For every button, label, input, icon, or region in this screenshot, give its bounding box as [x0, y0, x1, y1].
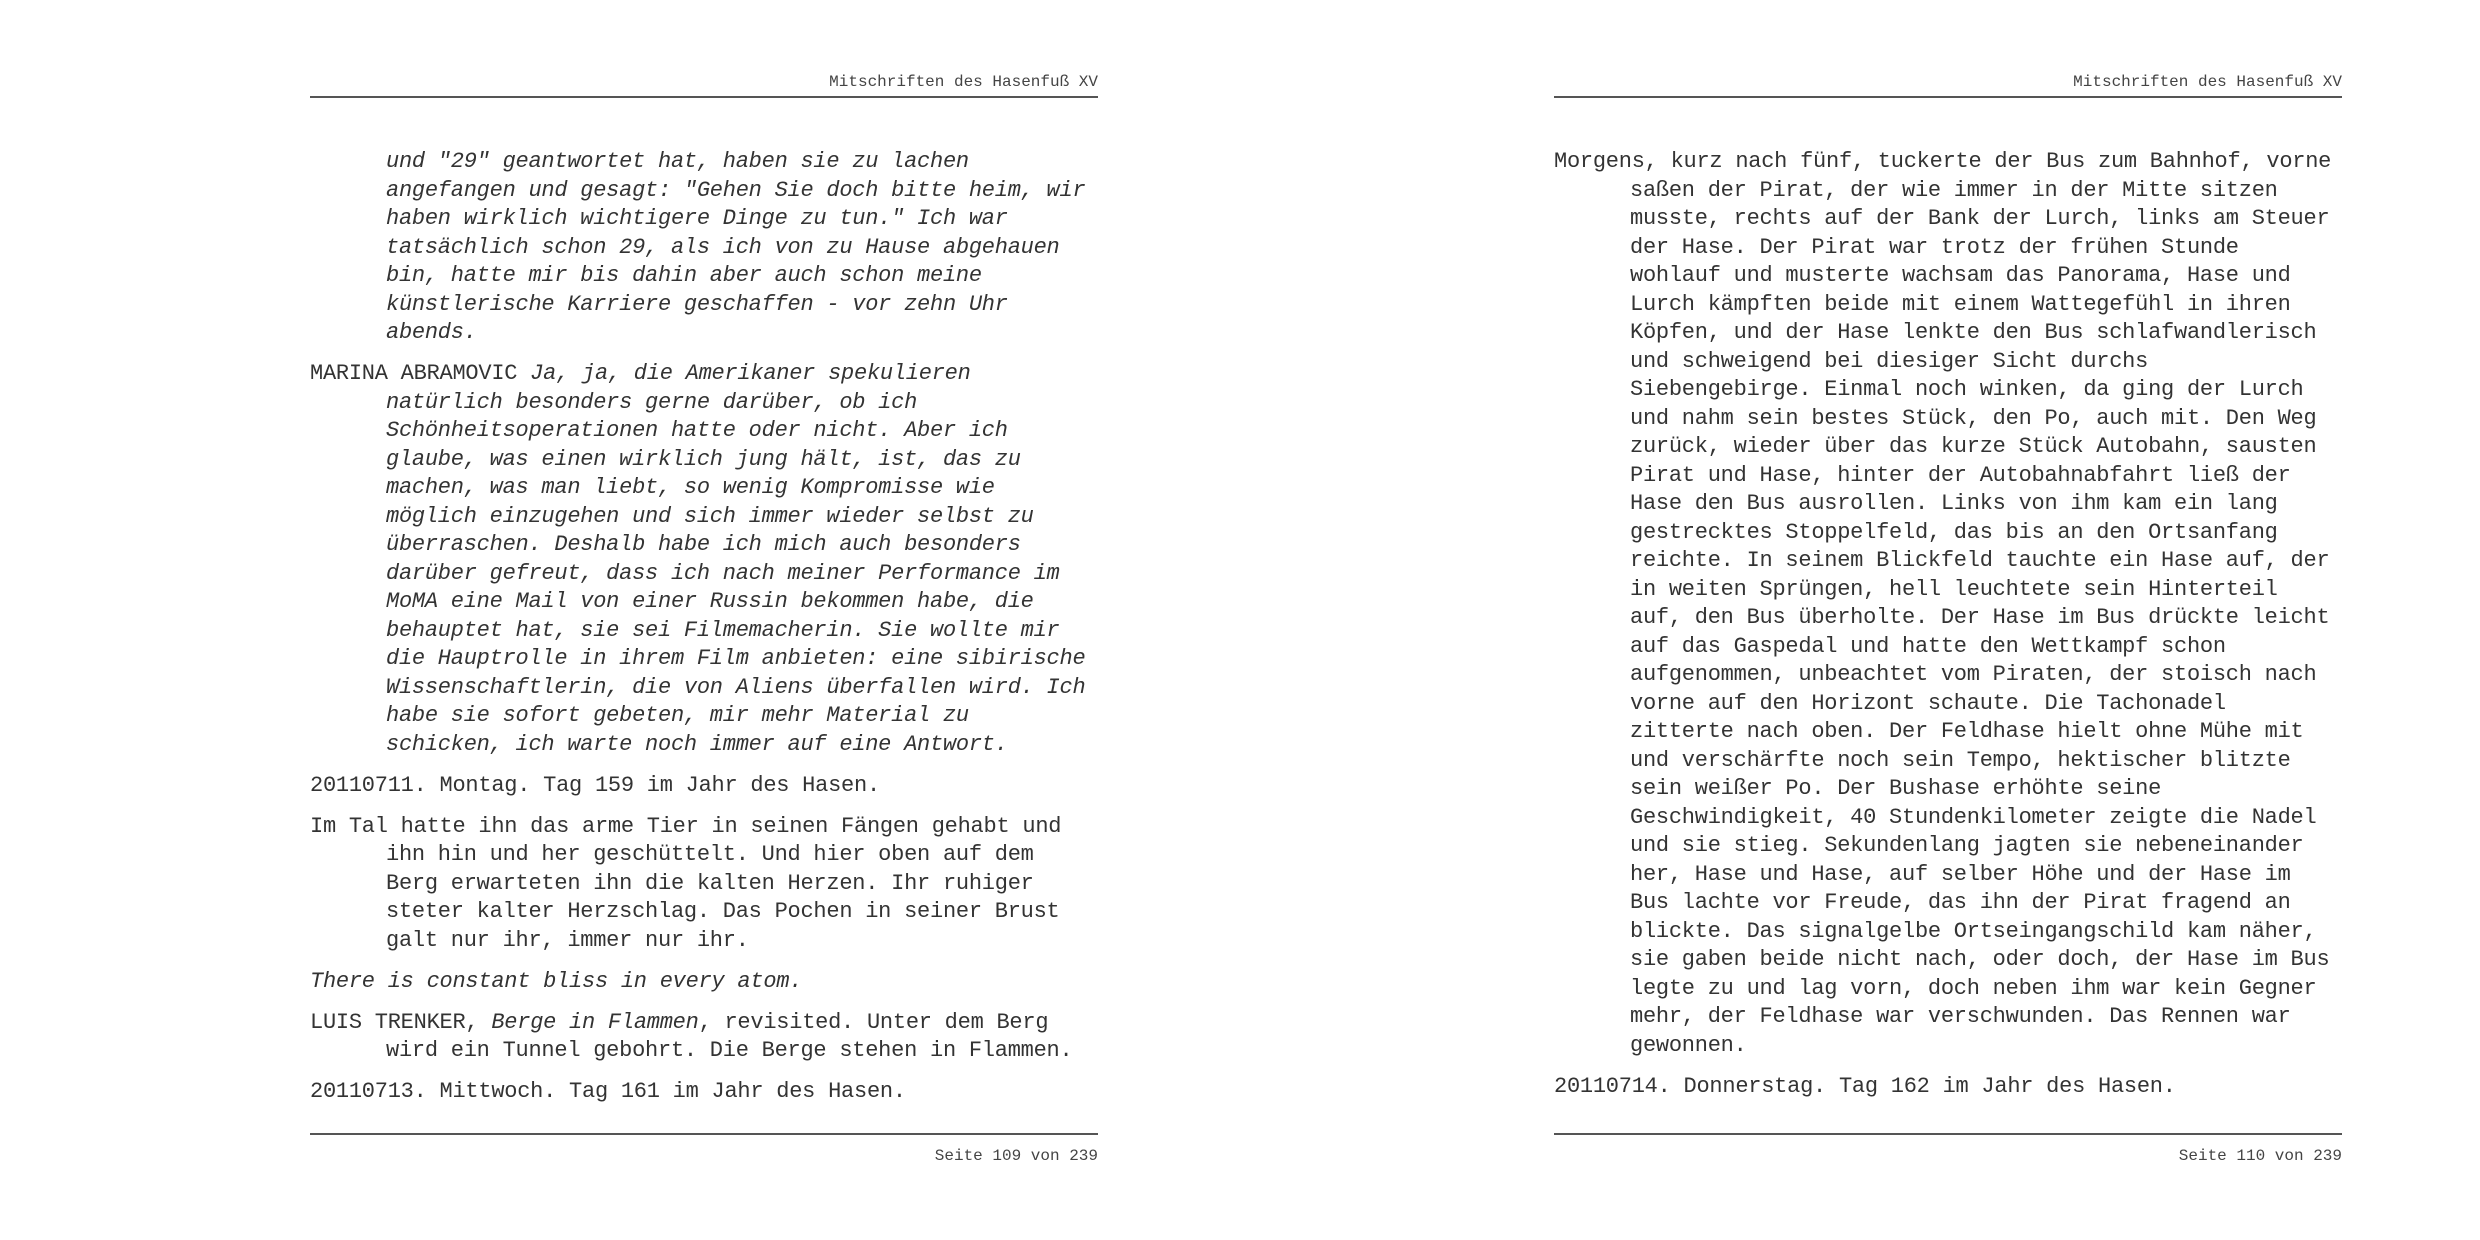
film-title: Berge in Flammen	[491, 1009, 699, 1035]
abramovic-quote: Ja, ja, die Amerikaner spekulieren natürlich besonders gerne darüber, ob ich Schönheitsoperationen hatte oder nicht. Aber ich glaube, was einen wirklich jung hält, ist, das zu machen, was man liebt, so wenig Kompromisse wie möglich einzugehen und sich immer wieder selbst zu überraschen. Deshalb habe ich mich auch besonders darüber gefreut, dass ich nach meiner Performance im MoMA eine Mail von einer Russin bekommen habe, die behauptet hat, sie sei Filmemacherin. Sie wollte mir die Hauptrolle in ihrem Film anbieten: eine sibirische Wissenschaftlerin, die von Aliens überfallen wird. Ich habe sie sofort gebeten, mir mehr Material zu schicken, ich warte noch immer auf eine Antwort.	[386, 361, 1086, 757]
left-page	[310, 0, 1098, 1240]
running-head: Mitschriften des Hasenfuß XV	[829, 73, 1098, 91]
page-number: Seite 110 von 239	[2178, 1147, 2342, 1165]
right-page-body	[1554, 148, 2344, 1114]
bliss-line: There is constant bliss in every atom.	[310, 968, 803, 994]
diary-date-heading: 20110714. Donnerstag. Tag 162 im Jahr des Hasen.	[1554, 1073, 2176, 1099]
header-rule	[310, 96, 1098, 98]
footer-rule	[310, 1133, 1098, 1135]
race-paragraph: Morgens, kurz nach fünf, tuckerte der Bus zum Bahnhof, vorne saßen der Pirat, der wie immer in der Mitte sitzen musste, rechts auf der Bank der Lurch, links am Steuer der Hase. Der Pirat war trotz der frühen Stunde wohlauf und musterte wachsam das Panorama, Hase und Lurch kämpften beide mit einem Wattegefühl in ihren Köpfen, und der Hase lenkte den Bus schlafwandlerisch und schweigend bei diesiger Sicht durchs Siebengebirge. Einmal noch winken, da ging der Lurch und nahm sein bestes Stück, den Po, auch mit. Den Weg zurück, wieder über das kurze Stück Autobahn, sausten Pirat und Hase, hinter der Autobahnabfahrt ließ der Hase den Bus ausrollen. Links von ihm kam ein lang gestrecktes Stoppelfeld, das bis an den Ortsanfang reichte. In seinem Blickfeld tauchte ein Hase auf, der in weiten Sprüngen, hell leuchtete sein Hinterteil auf, den Bus überholte. Der Hase im Bus drückte leicht auf das Gaspedal und hatte den Wettkampf schon aufgenommen, unbeachtet vom Piraten, der stoisch nach vorne auf den Horizont schaute. Die Tachonadel zitterte nach oben. Der Feldhase hielt ohne Mühe mit und verschärfte noch sein Tempo, hektischer blitzte sein weißer Po. Der Bushase erhöhte seine Geschwindigkeit, 40 Stundenkilometer zeigte die Nadel und sie stieg. Sekundenlang jagten sie nebeneinander her, Hase und Hase, auf selber Höhe und der Hase im Bus lachte vor Freude, das ihn der Pirat fragend an blickte. Das signalgelbe Ortseingangschild kam näher, sie gaben beide nicht nach, oder doch, der Hase im Bus legte zu und lag vorn, doch neben ihm war kein Gegner mehr, der Feldhase war verschwunden. Das Rennen war gewonnen.	[1554, 149, 2332, 1058]
tal-paragraph: Im Tal hatte ihn das arme Tier in seinen Fängen gehabt und ihn hin und her geschüttelt. Und hier oben auf dem Berg erwarteten ihn die kalten Herzen. Ihr ruhiger steter kalter Herzschlag. Das Pochen in seiner Brust galt nur ihr, immer nur ihr.	[310, 813, 1062, 953]
header-rule	[1554, 96, 2342, 98]
diary-date-heading: 20110711. Montag. Tag 159 im Jahr des Hasen.	[310, 772, 880, 798]
trenker-paragraph	[310, 1009, 1100, 1066]
quote-continuation: und "29" geantwortet hat, haben sie zu lachen angefangen und gesagt: "Gehen Sie doch bitte heim, wir haben wirklich wichtigere Dinge zu tun." Ich war tatsächlich schon 29, als ich von zu Hause abgehauen bin, hatte mir bis dahin aber auch schon meine künstlerische Karriere geschaffen - vor zehn Uhr abends.	[386, 149, 1086, 345]
footer-rule	[1554, 1133, 2342, 1135]
diary-date-heading: 20110713. Mittwoch. Tag 161 im Jahr des Hasen.	[310, 1079, 906, 1104]
running-head: Mitschriften des Hasenfuß XV	[2073, 73, 2342, 91]
right-page	[1554, 0, 2342, 1240]
trenker-name: LUIS TRENKER,	[310, 1009, 492, 1035]
left-page-body	[310, 148, 1100, 1119]
trenker-text: , revisited. Unter dem Berg wird ein Tunnel gebohrt. Die Berge stehen in Flammen.	[386, 1009, 1073, 1063]
abramovic-paragraph	[310, 360, 1100, 759]
speaker-name: MARINA ABRAMOVIC	[310, 361, 518, 386]
page-number: Seite 109 von 239	[934, 1147, 1098, 1165]
